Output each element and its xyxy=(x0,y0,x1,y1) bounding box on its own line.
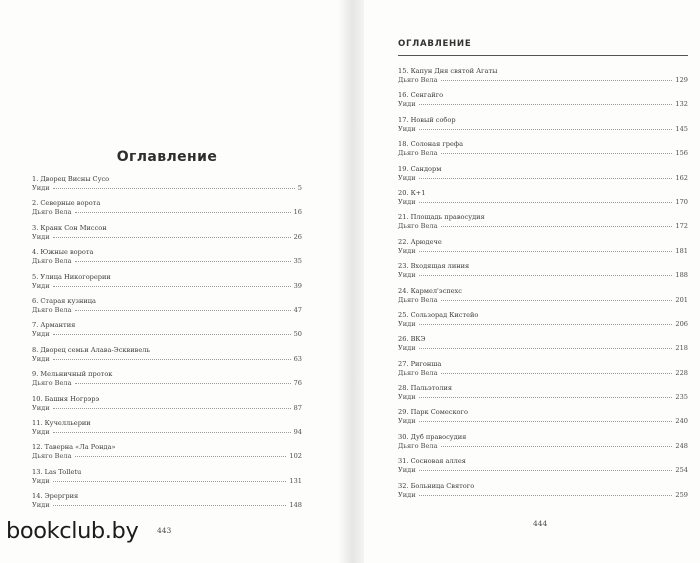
dot-leader xyxy=(441,446,673,447)
dot-leader xyxy=(441,226,673,227)
toc-entry-page: 26 xyxy=(293,232,302,241)
toc-entry xyxy=(32,224,302,248)
page-number-left: 443 xyxy=(157,526,172,535)
toc-entry-page: 102 xyxy=(289,452,302,461)
toc-entry-title: 19. Сандорм xyxy=(398,164,442,173)
toc-entry xyxy=(32,395,302,419)
watermark: bookclub.by xyxy=(6,518,139,544)
toc-entry-author: Уиди xyxy=(398,417,416,426)
dot-leader xyxy=(419,397,673,398)
dot-leader xyxy=(75,261,291,262)
toc-entry xyxy=(32,346,302,370)
toc-entry-line xyxy=(398,442,688,451)
toc-entry-page: 63 xyxy=(293,354,302,363)
toc-entry-author: Уиди xyxy=(398,490,416,499)
dot-leader xyxy=(75,310,291,311)
toc-entry-author: Уиди xyxy=(32,281,50,290)
toc-entry-line xyxy=(32,355,302,364)
toc-entry-title: 21. Площадь правосудия xyxy=(398,213,485,222)
toc-entry xyxy=(32,370,302,394)
dot-leader xyxy=(441,300,673,301)
dot-leader xyxy=(53,408,291,409)
toc-entry xyxy=(398,287,688,311)
toc-entry xyxy=(398,91,688,115)
toc-entry xyxy=(398,457,688,481)
toc-entry-author: Уиди xyxy=(398,466,416,475)
toc-entry-author: Дьяго Вела xyxy=(32,379,72,388)
toc-entry-line xyxy=(32,379,302,388)
toc-entry-author: Уиди xyxy=(32,403,50,412)
toc-entry-page: 47 xyxy=(293,305,302,314)
toc-entry-title: 8. Дворец семьи Алава-Эсквивель xyxy=(32,345,151,354)
toc-entry-title: 29. Парк Сомеского xyxy=(398,408,468,417)
right-page xyxy=(360,0,700,563)
dot-leader xyxy=(419,275,673,276)
toc-entry-page: 16 xyxy=(293,208,302,217)
toc-entry-page: 35 xyxy=(293,257,302,266)
dot-leader xyxy=(419,202,673,203)
dot-leader xyxy=(441,373,673,374)
dot-leader xyxy=(441,153,673,154)
toc-entry-line xyxy=(32,428,302,437)
toc-entry-line xyxy=(32,330,302,339)
toc-list-right xyxy=(398,67,688,506)
toc-entry-title: 14. Эрергрия xyxy=(32,492,79,501)
toc-entry-page: 5 xyxy=(297,184,302,192)
dot-leader xyxy=(53,432,291,433)
dot-leader xyxy=(419,324,673,325)
toc-entry-line xyxy=(32,404,302,413)
toc-entry-title: 1. Дворец Висны Сусо xyxy=(32,175,110,183)
toc-entry-title: 5. Улица Никогорерии xyxy=(32,272,111,281)
toc-entry-line xyxy=(32,233,302,242)
toc-entry xyxy=(398,433,688,457)
dot-leader xyxy=(419,129,673,130)
toc-entry-title: 3. Кранк Сон Миссон xyxy=(32,223,107,232)
toc-entry-author: Уиди xyxy=(32,184,50,192)
toc-entry-page: 162 xyxy=(675,173,688,182)
toc-entry-line xyxy=(398,149,688,158)
running-header: ОГЛАВЛЕНИЕ xyxy=(398,39,472,49)
dot-leader xyxy=(419,348,673,349)
toc-entry-page: 254 xyxy=(675,466,688,475)
toc-entry-author: Дьяго Вела xyxy=(32,257,72,266)
toc-entry xyxy=(398,384,688,408)
toc-entry-page: 87 xyxy=(293,403,302,412)
toc-entry-line xyxy=(398,369,688,378)
toc-entry-title: 16. Сенгайго xyxy=(398,91,444,100)
toc-entry-title: 9. Мельничный проток xyxy=(32,370,113,379)
toc-entry xyxy=(398,335,688,359)
toc-entry-author: Уиди xyxy=(398,319,416,328)
toc-entry-title: 12. Таверна «Ла Ронда» xyxy=(32,443,116,452)
toc-entry xyxy=(398,213,688,237)
toc-entry-page: 76 xyxy=(293,379,302,388)
toc-entry-line xyxy=(398,344,688,353)
toc-entry-page: 259 xyxy=(675,490,688,499)
dot-leader xyxy=(75,383,291,384)
toc-entry-author: Уиди xyxy=(398,197,416,206)
toc-entry xyxy=(398,116,688,140)
toc-entry-title: 11. Кучелльерии xyxy=(32,418,91,427)
dot-leader xyxy=(75,212,291,213)
toc-entry-title: 13. Las Tolletu xyxy=(32,467,82,476)
toc-entry-page: 188 xyxy=(675,271,688,280)
toc-entry-author: Дьяго Вела xyxy=(32,305,72,314)
toc-entry-author: Уиди xyxy=(398,271,416,280)
toc-entry-title: 15. Капун Дня святой Агаты xyxy=(398,67,498,75)
toc-entry-page: 156 xyxy=(675,149,688,158)
toc-entry-author: Дьяго Вела xyxy=(398,76,438,84)
toc-entry-title: 25. Сользорад Кистейо xyxy=(398,310,479,319)
toc-entry-title: 10. Башня Ногрэрэ xyxy=(32,394,100,403)
toc-entry xyxy=(32,199,302,223)
toc-entry xyxy=(398,165,688,189)
toc-entry-author: Дьяго Вела xyxy=(32,208,72,217)
toc-entry-page: 129 xyxy=(675,76,688,84)
toc-entry-line xyxy=(398,174,688,183)
toc-entry-title: 32. Больница Святого xyxy=(398,481,475,490)
toc-entry xyxy=(398,140,688,164)
toc-entry-author: Уиди xyxy=(398,344,416,353)
toc-entry-author: Дьяго Вела xyxy=(398,441,438,450)
toc-entry-line xyxy=(32,477,302,486)
dot-leader xyxy=(419,470,673,471)
toc-entry xyxy=(32,175,302,199)
toc-entry-author: Уиди xyxy=(398,393,416,402)
toc-entry xyxy=(398,238,688,262)
header-rule xyxy=(398,55,688,56)
toc-entry-line xyxy=(398,466,688,475)
toc-entry-page: 94 xyxy=(293,427,302,436)
toc-entry-page: 218 xyxy=(675,344,688,353)
toc-list-left xyxy=(32,175,302,516)
toc-entry-line xyxy=(398,198,688,207)
toc-entry xyxy=(32,419,302,443)
toc-entry xyxy=(32,468,302,492)
toc-entry-page: 170 xyxy=(675,197,688,206)
toc-entry-page: 131 xyxy=(289,476,302,485)
toc-entry-title: 26. ВКЭ xyxy=(398,335,426,344)
toc-entry-line xyxy=(398,76,688,85)
toc-entry-title: 6. Старая кузница xyxy=(32,296,96,305)
toc-entry-line xyxy=(398,222,688,231)
dot-leader xyxy=(53,188,295,189)
toc-entry-line xyxy=(398,125,688,134)
dot-leader xyxy=(419,495,673,496)
dot-leader xyxy=(53,359,291,360)
toc-entry-line xyxy=(398,271,688,280)
toc-entry-page: 201 xyxy=(675,295,688,304)
toc-entry-page: 50 xyxy=(293,330,302,339)
dot-leader xyxy=(419,421,673,422)
toc-entry-title: 31. Сосновая аллея xyxy=(398,457,466,466)
toc-entry-line xyxy=(398,320,688,329)
toc-entry-author: Уиди xyxy=(32,476,50,485)
toc-entry xyxy=(32,492,302,516)
toc-entry-title: 27. Ригонша xyxy=(398,359,442,368)
toc-entry xyxy=(398,189,688,213)
toc-entry-page: 240 xyxy=(675,417,688,426)
toc-entry-line xyxy=(32,452,302,461)
page-number-right: 444 xyxy=(533,519,548,528)
toc-entry-page: 228 xyxy=(675,368,688,377)
toc-entry-line xyxy=(398,491,688,500)
toc-entry xyxy=(32,248,302,272)
dot-leader xyxy=(419,178,673,179)
toc-entry xyxy=(32,321,302,345)
toc-entry-author: Уиди xyxy=(398,173,416,182)
toc-entry xyxy=(398,262,688,286)
left-page xyxy=(0,0,345,563)
toc-entry-page: 39 xyxy=(293,281,302,290)
page-title: Оглавление xyxy=(116,149,218,165)
toc-entry-title: 17. Новый собор xyxy=(398,115,456,124)
toc-entry-line xyxy=(32,306,302,315)
toc-entry-page: 145 xyxy=(675,124,688,133)
dot-leader xyxy=(53,505,287,506)
toc-entry xyxy=(398,408,688,432)
toc-entry-line xyxy=(398,296,688,305)
toc-entry-page: 248 xyxy=(675,441,688,450)
toc-entry-line xyxy=(32,184,302,193)
toc-entry-line xyxy=(32,208,302,217)
toc-entry-title: 28. Пальэтолия xyxy=(398,384,453,393)
toc-entry-line xyxy=(32,501,302,510)
toc-entry-line xyxy=(32,257,302,266)
toc-entry xyxy=(32,443,302,467)
toc-entry-author: Уиди xyxy=(32,427,50,436)
toc-entry xyxy=(32,297,302,321)
dot-leader xyxy=(53,481,287,482)
toc-entry-page: 181 xyxy=(675,246,688,255)
toc-entry xyxy=(398,311,688,335)
toc-entry-title: 22. Арюдече xyxy=(398,237,442,246)
dot-leader xyxy=(419,104,673,105)
toc-entry-page: 235 xyxy=(675,393,688,402)
dot-leader xyxy=(53,286,291,287)
toc-entry-line xyxy=(398,417,688,426)
toc-entry-line xyxy=(398,393,688,402)
toc-entry-author: Уиди xyxy=(398,124,416,133)
toc-entry-title: 2. Северные ворота xyxy=(32,199,101,208)
toc-entry-line xyxy=(32,282,302,291)
toc-entry-author: Дьяго Вела xyxy=(398,368,438,377)
toc-entry-author: Дьяго Вела xyxy=(32,452,72,461)
toc-entry-author: Уиди xyxy=(398,246,416,255)
toc-entry-page: 206 xyxy=(675,319,688,328)
toc-entry-title: 7. Армантия xyxy=(32,321,76,330)
toc-entry-page: 172 xyxy=(675,222,688,231)
toc-entry-author: Дьяго Вела xyxy=(398,295,438,304)
dot-leader xyxy=(53,334,291,335)
toc-entry xyxy=(398,67,688,91)
toc-entry-author: Дьяго Вела xyxy=(398,149,438,158)
toc-entry-page: 148 xyxy=(289,501,302,510)
toc-entry-author: Уиди xyxy=(32,354,50,363)
toc-entry-author: Уиди xyxy=(32,330,50,339)
toc-entry-title: 23. Входящая линия xyxy=(398,262,470,271)
toc-entry-title: 4. Южные ворота xyxy=(32,248,94,257)
toc-entry xyxy=(32,273,302,297)
dot-leader xyxy=(53,237,291,238)
toc-entry-author: Уиди xyxy=(32,501,50,510)
toc-entry-author: Уиди xyxy=(32,232,50,241)
toc-entry-title: 30. Дуб правосудия xyxy=(398,432,467,441)
toc-entry-author: Уиди xyxy=(398,100,416,109)
toc-entry-title: 18. Солоная грефа xyxy=(398,140,464,149)
dot-leader xyxy=(75,456,287,457)
toc-entry xyxy=(398,482,688,506)
dot-leader xyxy=(419,251,673,252)
toc-entry-page: 132 xyxy=(675,100,688,109)
toc-entry-author: Дьяго Вела xyxy=(398,222,438,231)
toc-entry xyxy=(398,360,688,384)
toc-entry-title: 24. Кармел'эспехс xyxy=(398,286,462,295)
toc-entry-line xyxy=(398,247,688,256)
toc-entry-title: 20. К+1 xyxy=(398,188,426,197)
dot-leader xyxy=(441,80,673,81)
toc-entry-line xyxy=(398,100,688,109)
